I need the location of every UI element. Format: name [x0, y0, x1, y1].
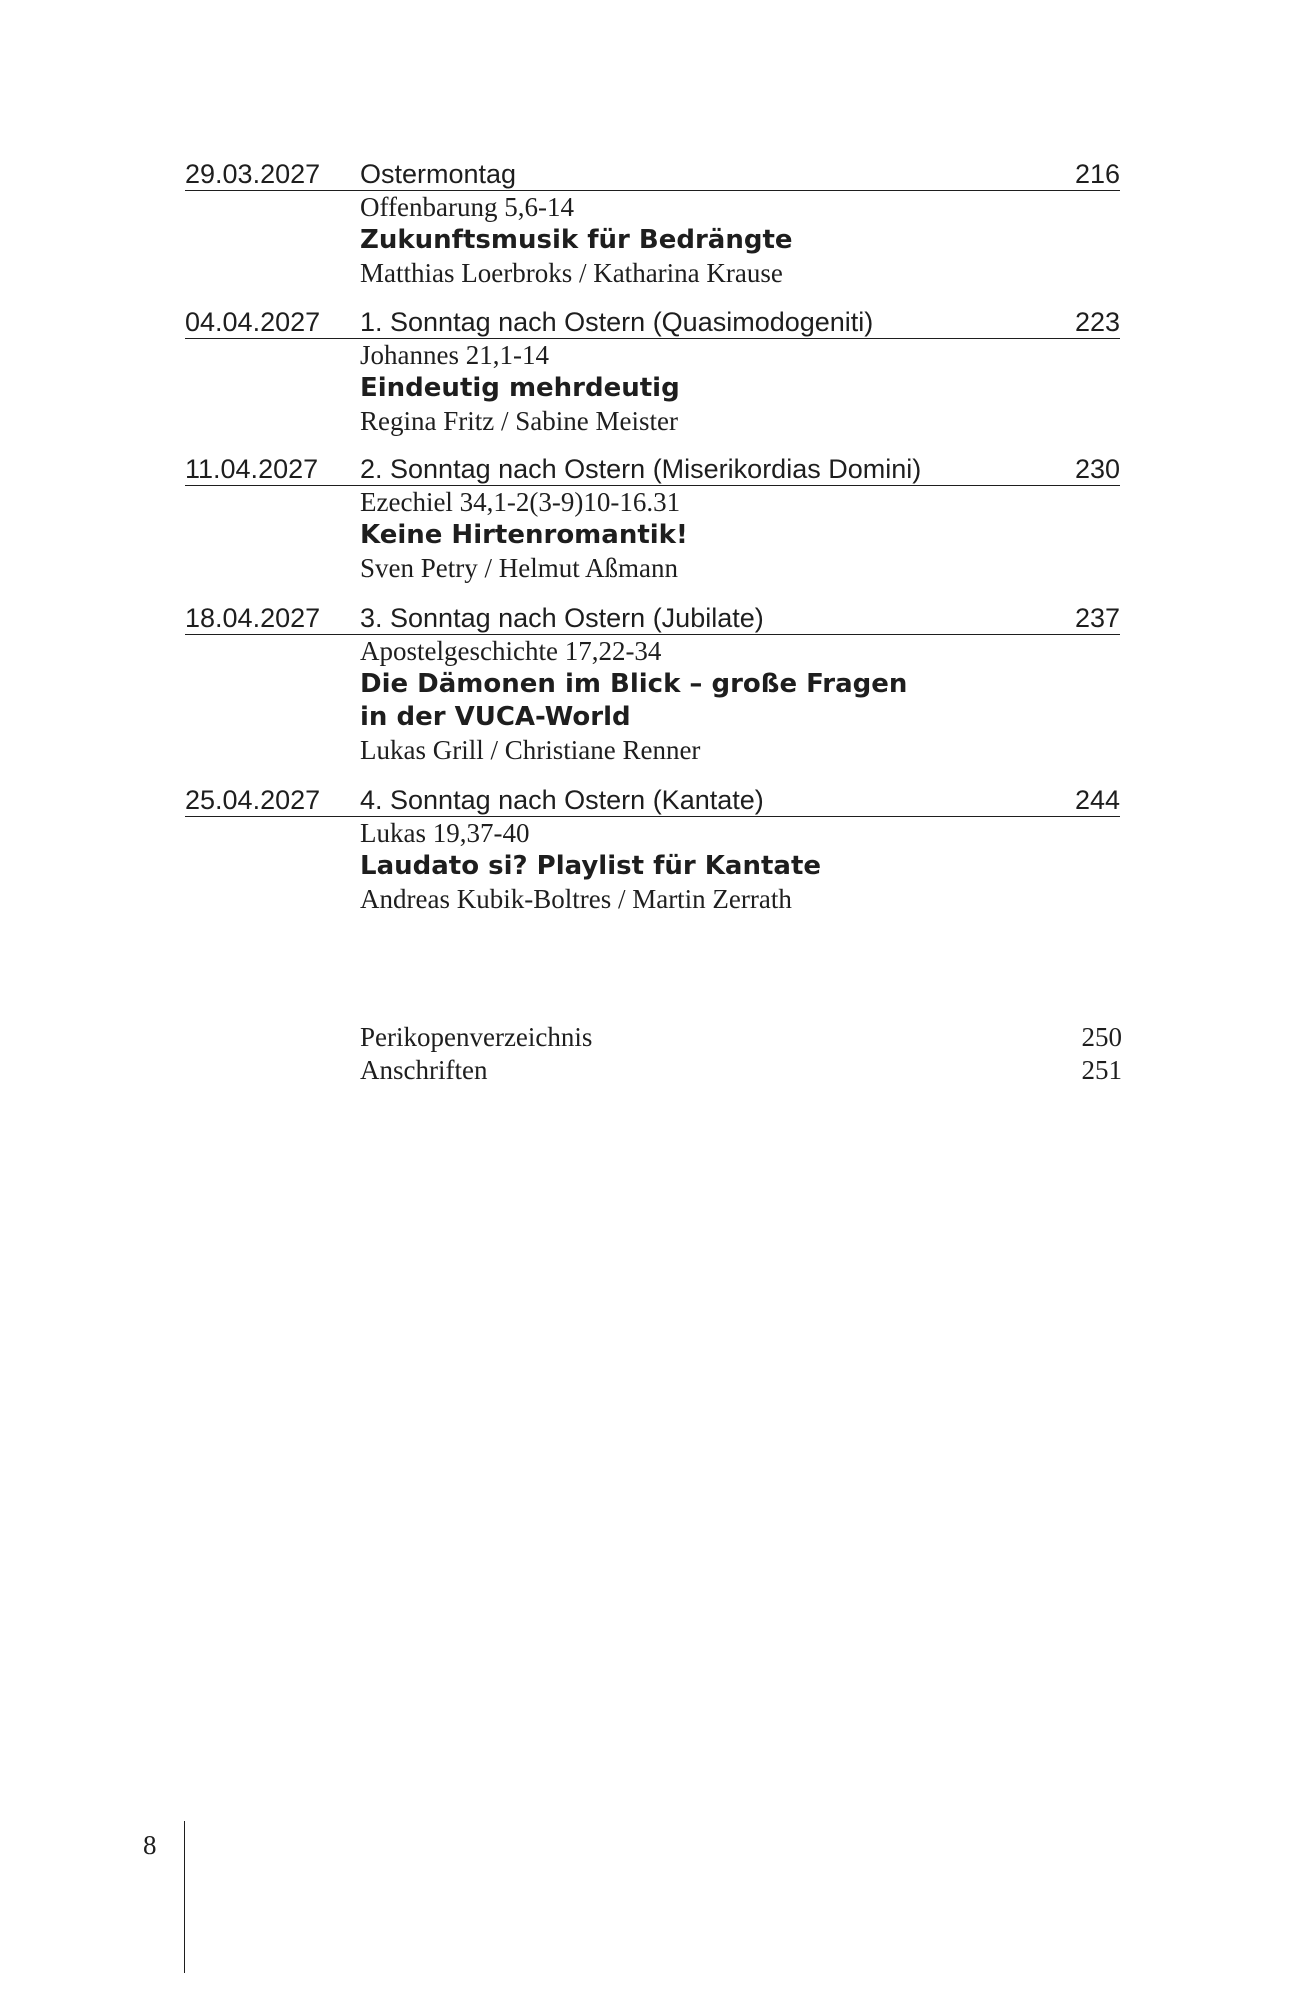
- entry-page-number[interactable]: 237: [1074, 603, 1120, 633]
- entry-sunday[interactable]: 1. Sonntag nach Ostern (Quasimodogeniti): [360, 307, 874, 337]
- appendix-row[interactable]: [360, 1053, 1122, 1087]
- appendix-label: Perikopenverzeichnis: [360, 1022, 593, 1052]
- entry-page-number[interactable]: 216: [1074, 159, 1120, 189]
- entry-title-line-2: in der VUCA-World: [360, 702, 631, 732]
- entry-date: 11.04.2027: [185, 454, 319, 484]
- toc-entry-header: [185, 786, 1120, 815]
- toc-entry-body: [360, 817, 1060, 916]
- toc-entry-body: [360, 191, 1060, 290]
- entry-page-number[interactable]: 223: [1074, 307, 1120, 337]
- entry-title: Laudato si? Playlist für Kantate: [360, 851, 822, 881]
- entry-pericope: Lukas 19,37-40: [360, 818, 530, 848]
- entry-pericope: Offenbarung 5,6-14: [360, 192, 574, 222]
- entry-sunday[interactable]: 3. Sonntag nach Ostern (Jubilate): [360, 603, 764, 633]
- entry-authors: Lukas Grill / Christiane Renner: [360, 735, 701, 765]
- toc-entry-body: [360, 339, 1060, 438]
- entry-title: Keine Hirtenromantik!: [360, 520, 688, 550]
- appendix-page-number: 251: [1081, 1055, 1122, 1085]
- toc-entry-header: [185, 160, 1120, 189]
- entry-sunday[interactable]: 4. Sonntag nach Ostern (Kantate): [360, 785, 764, 815]
- entry-page-number[interactable]: 244: [1074, 785, 1120, 815]
- entry-authors: Sven Petry / Helmut Aßmann: [360, 553, 678, 583]
- entry-date: 29.03.2027: [185, 159, 321, 189]
- entry-page-number[interactable]: 230: [1074, 454, 1120, 484]
- entry-sunday[interactable]: Ostermontag: [360, 159, 517, 189]
- entry-title: Die Dämonen im Blick – große Fragen: [360, 669, 908, 699]
- toc-entry-header: [185, 455, 1120, 484]
- entry-pericope: Apostelgeschichte 17,22-34: [360, 636, 662, 666]
- entry-pericope: Ezechiel 34,1-2(3-9)10-16.31: [360, 487, 681, 517]
- entry-title: Zukunftsmusik für Bedrängte: [360, 225, 793, 255]
- entry-authors: Matthias Loerbroks / Katharina Krause: [360, 258, 783, 288]
- entry-date: 18.04.2027: [185, 603, 321, 633]
- page-margin-rule: [184, 1821, 185, 1973]
- appendix-page-number: 250: [1081, 1022, 1122, 1052]
- toc-entry-body: [360, 635, 1060, 767]
- entry-authors: Andreas Kubik-Boltres / Martin Zerrath: [360, 884, 792, 914]
- appendix-label: Anschriften: [360, 1055, 488, 1085]
- toc-entry-body: [360, 486, 1060, 585]
- entry-date: 04.04.2027: [185, 307, 321, 337]
- entry-pericope: Johannes 21,1-14: [360, 340, 549, 370]
- appendix-row[interactable]: [360, 1020, 1122, 1054]
- toc-entry-header: [185, 604, 1120, 633]
- entry-title: Eindeutig mehrdeutig: [360, 373, 680, 403]
- toc-entry-header: [185, 308, 1120, 337]
- page-number: 8: [143, 1830, 157, 1860]
- entry-date: 25.04.2027: [185, 785, 321, 815]
- entry-authors: Regina Fritz / Sabine Meister: [360, 406, 678, 436]
- entry-sunday[interactable]: 2. Sonntag nach Ostern (Miserikordias Domini): [360, 454, 922, 484]
